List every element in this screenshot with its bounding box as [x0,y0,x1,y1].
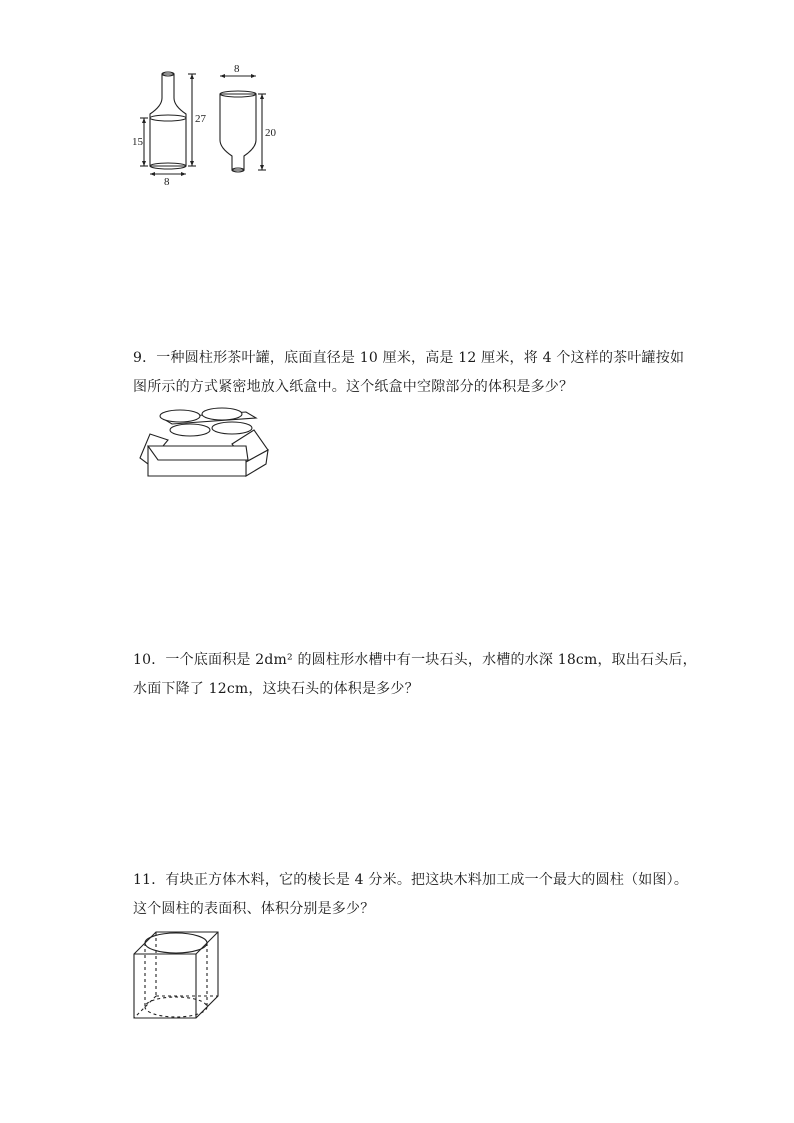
question-9-line-1: 9．一种圆柱形茶叶罐，底面直径是 10 厘米，高是 12 厘米，将 4 个这样的茶叶罐按如 [133,350,685,366]
question-10-line-1: 10．一个底面积是 2dm² 的圆柱形水槽中有一块石头，水槽的水深 18cm，取出石头后， [133,652,697,668]
left-liquid-height-label: 15 [132,136,143,148]
bottle-figure [128,58,288,188]
question-9 [133,344,693,402]
right-width-label: 8 [234,63,240,75]
cylinder-in-cube-figure [130,928,222,1022]
question-11 [133,866,693,924]
left-total-height-label: 27 [195,113,206,125]
question-11-line-1: 11．有块正方体木料，它的棱长是 4 分米。把这块木料加工成一个最大的圆柱（如图）。 [133,872,689,888]
tea-box-figure [136,404,276,480]
question-9-line-2: 图所示的方式紧密地放入纸盒中。这个纸盒中空隙部分的体积是多少？ [133,379,574,395]
right-air-height-label: 20 [265,127,276,139]
question-10 [133,646,697,704]
question-10-line-2: 水面下降了 12cm，这块石头的体积是多少？ [133,681,419,697]
left-width-label: 8 [164,176,170,188]
question-11-line-2: 这个圆柱的表面积、体积分别是多少？ [133,901,375,917]
